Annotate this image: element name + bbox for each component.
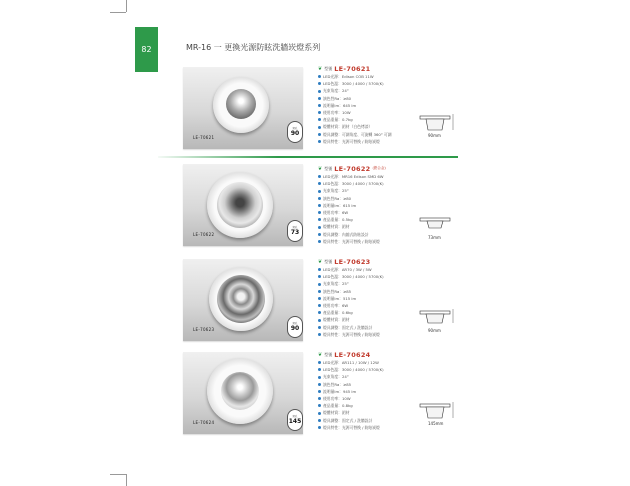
dimension-diagram bbox=[418, 110, 462, 140]
cutout-badge: 崁孔 90 bbox=[287, 121, 303, 143]
crop-mark bbox=[110, 474, 126, 475]
product-caption: LE-70624 bbox=[193, 420, 215, 425]
crop-mark bbox=[126, 0, 127, 12]
section-divider bbox=[158, 156, 458, 158]
model-number: LE-70621 bbox=[334, 64, 371, 73]
product-photo bbox=[183, 164, 303, 246]
crop-mark bbox=[126, 474, 127, 486]
cutout-badge: 崁孔 145 bbox=[287, 409, 303, 431]
page-number-tab bbox=[135, 27, 158, 71]
spec-block: ❦ 型號 LE-70621 LED光源：Edison COB 11W LED色溫：3000 / 4000 / 5700(K) 光束角度：24° 演色性Ra：≥80 流明量lm：645 lm 使用功率：10W 產品重量：0.7kg 燈體材質：鋁材（白色烤漆） 燈具調整：可調角度、可旋轉 360° 可調 燈具特性：光源可替換 / 防眩崁燈 bbox=[318, 64, 392, 144]
product-photo bbox=[183, 259, 303, 341]
model-number: LE-70623 bbox=[334, 257, 371, 266]
svg-text:73mm: 73mm bbox=[428, 235, 441, 240]
model-number: LE-70622 bbox=[334, 164, 371, 173]
cutout-size: 145 bbox=[288, 418, 302, 425]
leaf-icon: ❦ bbox=[318, 65, 323, 72]
cutout-badge: 崁孔 73 bbox=[287, 220, 303, 242]
dimension-diagram bbox=[418, 305, 462, 335]
cutout-badge: 崁孔 90 bbox=[287, 316, 303, 338]
product-photo bbox=[183, 352, 303, 434]
product-photo bbox=[183, 67, 303, 149]
page-title: MR-16 一 更換光源防眩洗牆崁燈系列 bbox=[186, 43, 321, 52]
dimension-diagram bbox=[418, 398, 462, 428]
cutout-size: 90 bbox=[290, 325, 300, 332]
product-caption: LE-70621 bbox=[193, 135, 215, 140]
model-tag: (鋁合金) bbox=[372, 166, 386, 170]
page-number: 82 bbox=[141, 44, 152, 54]
product-caption: LE-70623 bbox=[193, 327, 215, 332]
spec-block: ❦ 型號 LE-70623 LED光源：AR70 / 3W / 5W LED色溫：3000 / 4000 / 5700(K) 光束角度：25° 演色性Ra：≥85 流明量lm：515 lm 使用功率：6W 產品重量：0.6kg 燈體材質：鋁材 燈具調整：固定式 / 洗牆設計 燈具特性：光源可替換 / 防眩崁燈 bbox=[318, 257, 384, 337]
leaf-icon: ❦ bbox=[318, 165, 323, 172]
cutout-size: 73 bbox=[290, 229, 300, 236]
cutout-size: 90 bbox=[290, 130, 300, 137]
crop-mark bbox=[110, 12, 126, 13]
svg-text:90mm: 90mm bbox=[428, 328, 441, 333]
product-caption: LE-70622 bbox=[193, 232, 215, 237]
model-number: LE-70624 bbox=[334, 350, 371, 359]
spec-block: ❦ 型號 LE-70624 LED光源：AR111 / 10W / 12W LED色溫：3000 / 4000 / 5700(K) 光束角度：24° 演色性Ra：≥85 流明量lm：945 lm 使用功率：10W 產品重量：0.8kg 燈體材質：鋁材 燈具調整：固定式 / 洗牆設計 燈具特性：光源可替換 / 防眩崁燈 bbox=[318, 350, 384, 430]
leaf-icon: ❦ bbox=[318, 351, 323, 358]
dimension-diagram bbox=[418, 212, 462, 242]
side-rule bbox=[135, 71, 158, 72]
svg-text:145mm: 145mm bbox=[428, 421, 444, 426]
svg-text:90mm: 90mm bbox=[428, 133, 441, 138]
spec-block: ❦ 型號 LE-70622 (鋁合金) LED光源：MR16 Edison SMD 6W LED色溫：3000 / 4000 / 5700(K) 光束角度：25° 演色性Ra：≥80 流明量lm：615 lm 使用功率：6W 產品重量：0.5kg 燈體材質：鋁材 燈具調整：內縮式防眩設計 燈具特性：光源可替換 / 防眩崁燈 bbox=[318, 164, 386, 244]
leaf-icon: ❦ bbox=[318, 258, 323, 265]
